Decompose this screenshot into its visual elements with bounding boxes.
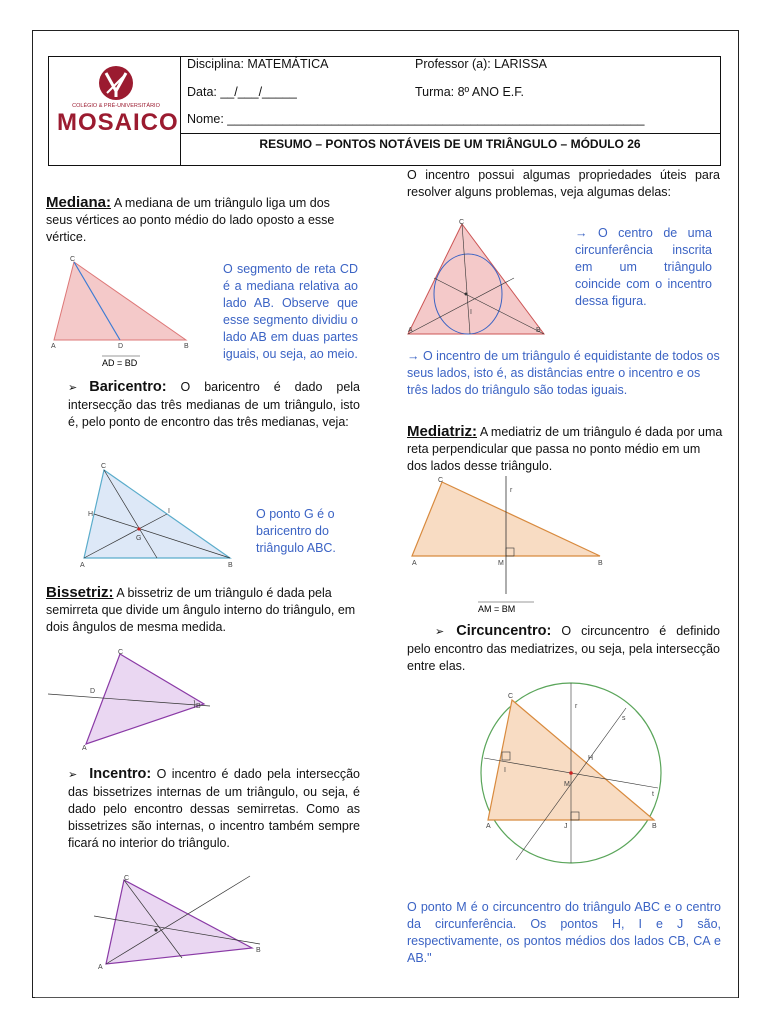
professor-field: Professor (a): LARISSA <box>415 57 547 71</box>
mediana-figure <box>48 252 198 372</box>
incentro-section <box>68 766 360 852</box>
bissetriz-section <box>46 584 360 636</box>
circ-label-b: B <box>652 823 657 830</box>
mediatriz-label-c: C <box>438 477 444 484</box>
circ-label-r: r <box>575 703 578 710</box>
mediatriz-label-b: B <box>598 560 603 567</box>
incirc-label-c: C <box>459 219 465 226</box>
baricentro-label-i: I <box>168 508 170 515</box>
baricentro-label-g: G <box>136 535 142 542</box>
circ-label-i: I <box>504 767 506 774</box>
incentro-prop2: → O incentro de um triângulo é equidistante de todos os seus lados, isto é, as distâncias entre o incentro e os três lados do triângulo são todas iguais. <box>407 349 720 397</box>
mediana-note: O segmento de reta CD é a mediana relativa ao lado AB. Observe que esse segmento dividiu o lado AB em duas partes iguais, ou seja, ao meio. <box>223 262 358 361</box>
mediana-section <box>46 194 358 246</box>
mediana-label-d: D <box>118 343 124 350</box>
mediana-label-b: B <box>184 343 189 350</box>
circuncentro-section <box>407 623 720 675</box>
mediatriz-label-r: r <box>510 487 513 494</box>
circ-label-c: C <box>508 693 514 700</box>
baricentro-note: O ponto G é o baricentro do triângulo ABC. <box>256 507 336 555</box>
mediatriz-heading: Mediatriz: <box>407 423 478 440</box>
incentro-text: O incentro é dado pela intersecção das bissetrizes internas de um triângulo, ou seja, é dado pelo encontro dessas semirretas. Como as bissetrizes são internas, o incentro também sempre ficará no interior do triângulo. <box>68 767 360 850</box>
circuncentro-text: O circuncentro é definido pelo encontro das mediatrizes, ou seja, pela intersecção entre elas. <box>407 624 720 673</box>
incentro-circle-figure <box>404 218 550 340</box>
incentro-heading: Incentro: <box>89 766 152 782</box>
bissetriz-figure <box>44 648 214 753</box>
page-title: RESUMO – PONTOS NOTÁVEIS DE UM TRIÂNGULO – MÓDULO 26 <box>259 137 641 151</box>
bissetriz-label-c: C <box>118 649 124 656</box>
baricentro-label-h: H <box>88 511 94 518</box>
bottom-rule <box>35 997 738 998</box>
circuncentro-heading: Circuncentro: <box>456 623 552 639</box>
incentro-intro: O incentro possui algumas propriedades úteis para resolver alguns problemas, veja algumas delas: <box>407 168 720 199</box>
school-name: MOSAICO <box>57 109 179 136</box>
mediana-label-a: A <box>51 343 56 350</box>
baricentro-heading: Baricentro: <box>89 379 167 395</box>
nome-field: Nome: ____________________________________________________________ <box>187 112 645 126</box>
baricentro-figure <box>80 460 240 570</box>
mediana-heading: Mediana: <box>46 194 112 211</box>
incirc-label-i: I <box>470 309 472 316</box>
circ-label-h: H <box>588 755 594 762</box>
incentro-figure <box>90 872 270 972</box>
bissetriz-label-d: D <box>90 688 96 695</box>
incentro-label-b: B <box>256 947 261 954</box>
circ-label-m: M <box>564 781 570 788</box>
circuncentro-note: O ponto M é o circuncentro do triângulo ABC e o centro da circunferência. Os pontos H, I e J são, respectivamente, os pontos médios dos lados CB, CA e AB." <box>407 900 721 965</box>
incentro-label-c: C <box>124 875 130 882</box>
mediatriz-section <box>407 423 723 475</box>
incentro-label-a: A <box>98 964 103 971</box>
baricentro-bullet-icon: ➢ <box>68 382 78 394</box>
school-line: COLÉGIO & PRÉ-UNIVERSITÁRIO <box>72 103 160 109</box>
baricentro-label-b: B <box>228 562 233 569</box>
header-separator <box>180 133 720 134</box>
data-field: Data: __/___/_____ <box>187 85 297 99</box>
bissetriz-label-a: A <box>82 745 87 752</box>
turma-field: Turma: 8º ANO E.F. <box>415 85 524 99</box>
incentro-bullet-icon: ➢ <box>68 769 78 781</box>
header-box <box>48 56 721 166</box>
disciplina-field: Disciplina: MATEMÁTICA <box>187 57 329 71</box>
bissetriz-label-b: B <box>196 703 201 710</box>
circuncentro-bullet-icon: ➢ <box>435 626 445 638</box>
mediatriz-text: A mediatriz de um triângulo é dada por uma reta perpendicular que passa no ponto médio em um dos lados desse triângulo. <box>407 425 723 473</box>
incirc-label-a: A <box>408 327 413 334</box>
baricentro-section <box>68 379 360 431</box>
bissetriz-text: A bissetriz de um triângulo é dada pela semirreta que divide um ângulo interno do triângulo, em dois ângulos de mesma medida. <box>46 586 356 634</box>
incentro-prop1: → O centro de uma circunferência inscrita em um triângulo coincide com o incentro dessa figura. <box>575 226 712 308</box>
bissetriz-heading: Bissetriz: <box>46 584 114 601</box>
incirc-label-b: B <box>536 327 541 334</box>
baricentro-text: O baricentro é dado pela intersecção das três medianas de um triângulo, isto é, pelo ponto de encontro das três medianas, veja: <box>68 380 360 429</box>
mediana-equation: AD = BD <box>102 358 138 368</box>
circ-label-a: A <box>486 823 491 830</box>
mediatriz-figure <box>408 474 608 614</box>
mediatriz-equation: AM = BM <box>478 604 516 614</box>
mediatriz-label-m: M <box>498 560 504 567</box>
circuncentro-figure <box>476 680 668 866</box>
school-logo <box>57 61 179 161</box>
mediana-text: A mediana de um triângulo liga um dos seus vértices ao ponto médio do lado oposto a esse vértice. <box>46 196 335 244</box>
mediana-label-c: C <box>70 256 76 263</box>
circ-label-t: t <box>652 791 654 798</box>
circ-label-s: s <box>622 715 626 722</box>
circ-label-j: J <box>564 823 568 830</box>
baricentro-label-a: A <box>80 562 85 569</box>
mediatriz-label-a: A <box>412 560 417 567</box>
baricentro-label-c: C <box>101 463 107 470</box>
